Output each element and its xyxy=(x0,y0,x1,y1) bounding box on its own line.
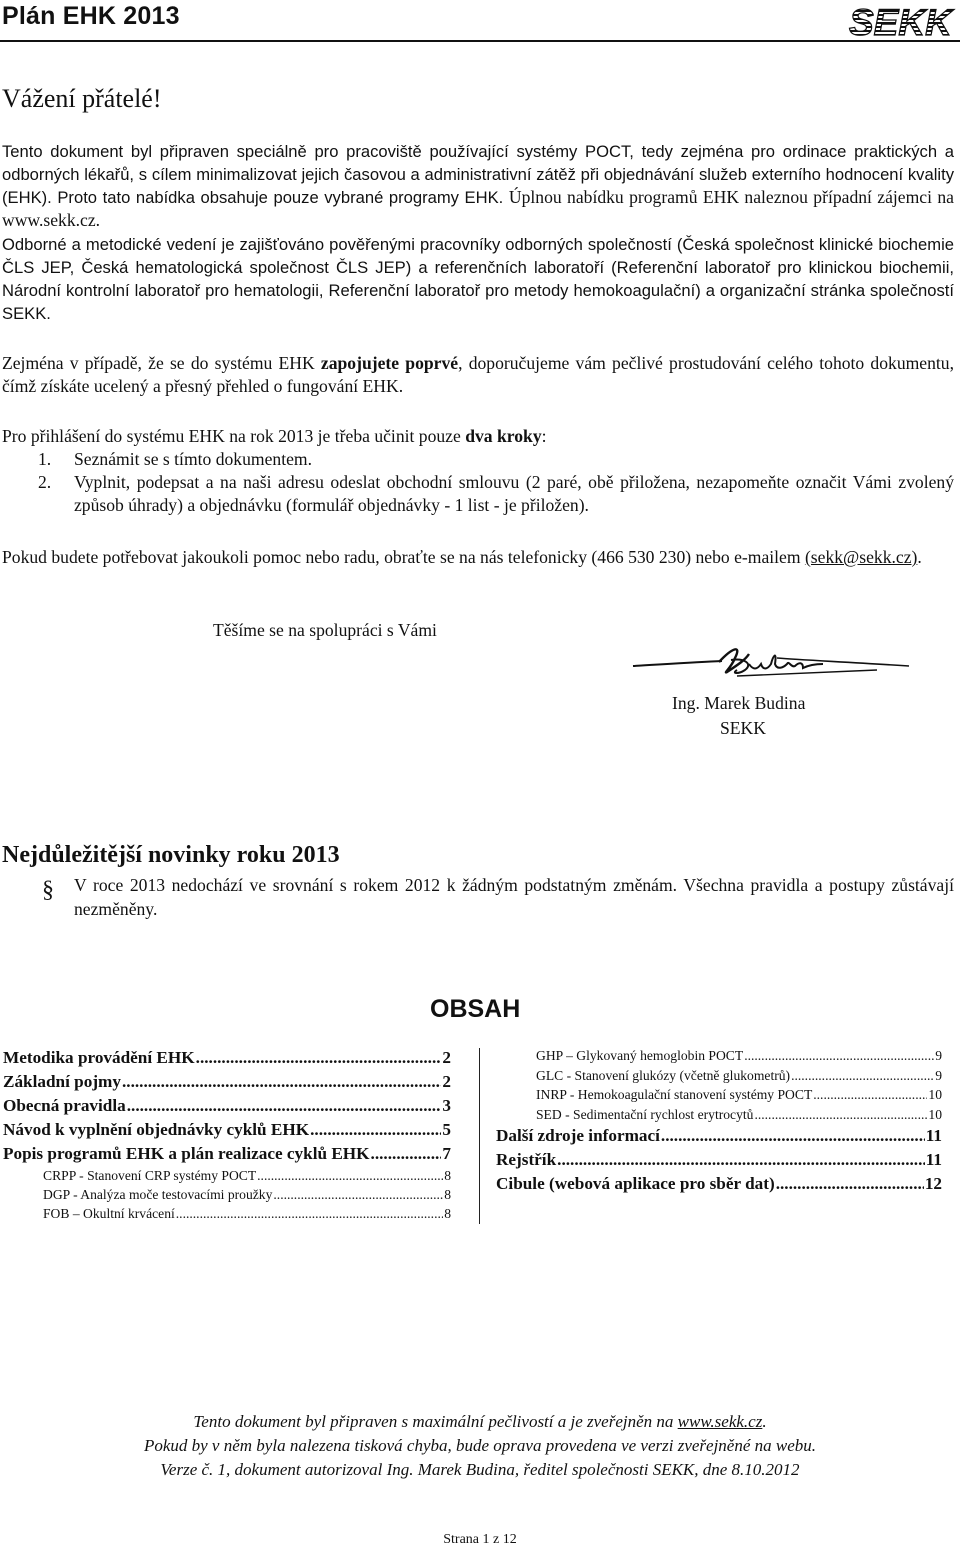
sekk-logo xyxy=(848,2,956,38)
toc-entry-label: INRP - Hemokoagulační stanovení systémy POCT xyxy=(536,1087,813,1102)
page-number: Strana 1 z 12 xyxy=(443,1532,517,1547)
toc-leader xyxy=(257,1168,443,1184)
toc-entry-page: 9 xyxy=(935,1067,942,1083)
toc-entry[interactable] xyxy=(496,1126,942,1150)
help-suffix: . xyxy=(917,547,922,567)
toc-entry-page: 11 xyxy=(925,1126,942,1145)
toc-right-column xyxy=(496,1048,942,1198)
greeting: Vážení přátelé! xyxy=(2,84,162,113)
first-time-paragraph xyxy=(2,352,954,398)
toc-entry-page: 7 xyxy=(442,1144,451,1163)
steps-intro-emphasis: dva kroky xyxy=(465,426,542,446)
toc-leader xyxy=(122,1072,441,1092)
footer-website-link[interactable]: www.sekk.cz xyxy=(677,1412,763,1431)
intro-full-offer-suffix: . xyxy=(95,210,101,230)
toc-entry-page: 12 xyxy=(924,1174,942,1193)
toc-entry-page: 5 xyxy=(442,1120,451,1139)
signatory-name: Ing. Marek Budina xyxy=(672,693,806,713)
intro-full-offer-text: Úplnou nabídku programů EHK naleznou případní zájemci na xyxy=(508,187,954,207)
toc-leader xyxy=(127,1096,442,1116)
news-item-text: V roce 2013 nedochází ve srovnání s rokem 2012 k žádným podstatným změnám. Všechna pravidla a postupy zůstávají nezměněny. xyxy=(74,875,954,919)
footer-line-1-text: Tento dokument byl připraven s maximální pečlivostí a je zveřejněn na xyxy=(193,1412,678,1431)
toc-entry-page: 10 xyxy=(928,1106,942,1122)
first-time-emphasis: zapojujete poprvé xyxy=(320,353,459,373)
news-item xyxy=(40,873,954,921)
document-title: Plán EHK 2013 xyxy=(2,2,180,30)
footer-line-3: Verze č. 1, dokument autorizoval Ing. Marek Budina, ředitel společnosti SEKK, dne 8.10.2012 xyxy=(160,1460,800,1479)
toc-entry-label: Metodika provádění EHK xyxy=(3,1048,195,1067)
step-text: Vyplnit, podepsat a na naši adresu odeslat obchodní smlouvu (2 paré, obě přiložena, nezapomeňte označit Vámi zvolený způsob úhrady) a objednávku (formulář objednávky - 1 list - je přiložen). xyxy=(74,472,954,515)
toc-entry-page: 10 xyxy=(928,1087,942,1102)
toc-subentry[interactable] xyxy=(496,1087,942,1107)
toc-entry[interactable] xyxy=(3,1048,451,1072)
toc-entry-page: 2 xyxy=(442,1048,451,1067)
toc-leader xyxy=(176,1206,443,1222)
steps-list xyxy=(2,448,954,517)
toc-entry-page: 3 xyxy=(442,1096,451,1115)
toc-leader xyxy=(273,1187,443,1203)
help-text: Pokud budete potřebovat jakoukoli pomoc nebo radu, obraťte se na nás telefonicky (466 530 230) nebo e-mailem xyxy=(2,547,805,567)
signature-image xyxy=(627,640,915,682)
first-time-suffix: , doporučujeme vám pečlivé prostudování celého tohoto dokumentu, čímž získáte ucelený a přesný přehled o fungování EHK. xyxy=(2,353,954,396)
toc-column-divider xyxy=(479,1048,480,1224)
toc-entry-page: 8 xyxy=(444,1206,451,1221)
toc-leader xyxy=(813,1087,927,1103)
toc-entry-label: GLC - Stanovení glukózy (včetně glukometrů) xyxy=(536,1067,791,1083)
toc-subentry[interactable] xyxy=(3,1187,451,1206)
header-divider xyxy=(0,40,960,42)
toc-entry-label: Další zdroje informací xyxy=(496,1126,660,1145)
step-text: Seznámit se s tímto dokumentem. xyxy=(74,449,312,469)
toc-entry[interactable] xyxy=(496,1150,942,1174)
toc-entry[interactable] xyxy=(3,1072,451,1096)
toc-subentry[interactable] xyxy=(496,1048,942,1068)
toc-subentry[interactable] xyxy=(3,1168,451,1187)
intro-text: Tento dokument byl připraven speciálně pro pracoviště používající systémy POCT, tedy zejména pro ordinace praktických a odborných lékařů, s cílem minimalizovat jejich časovou a administrativní zátěž při objednávání služeb externího hodnocení kvality (EHK). Proto tato nabídka obsahuje pouze vybrané programy EHK. xyxy=(2,142,954,207)
svg-text:§: § xyxy=(42,877,54,903)
toc-subentry[interactable] xyxy=(496,1107,942,1127)
news-heading: Nejdůležitější novinky roku 2013 xyxy=(2,842,340,868)
toc-left-column xyxy=(3,1048,451,1225)
steps-intro-text: Pro přihlášení do systému EHK na rok 2013 je třeba učinit pouze xyxy=(2,426,466,446)
toc-leader xyxy=(744,1048,934,1064)
toc-leader xyxy=(754,1107,927,1123)
toc-entry-label: Základní pojmy xyxy=(3,1072,121,1091)
toc-leader xyxy=(791,1068,934,1084)
toc-entry-label: Popis programů EHK a plán realizace cyklů EHK xyxy=(3,1144,370,1163)
toc-entry[interactable] xyxy=(3,1120,451,1144)
step-number: 1. xyxy=(38,449,52,469)
toc-subentry[interactable] xyxy=(3,1206,451,1225)
toc-entry-label: Obecná pravidla xyxy=(3,1096,126,1115)
toc-leader xyxy=(557,1150,925,1170)
toc-leader xyxy=(310,1120,441,1140)
sekk-website-link[interactable]: www.sekk.cz xyxy=(2,210,96,230)
toc-entry-label: Rejstřík xyxy=(496,1150,557,1169)
footer-line-2: Pokud by v něm byla nalezena tisková chyba, bude oprava provedena ve verzi zveřejněné na webu. xyxy=(143,1436,817,1455)
help-paragraph xyxy=(2,546,954,569)
first-time-prefix: Zejména v případě, že se do systému EHK xyxy=(2,353,321,373)
footer-line-1 xyxy=(0,1410,960,1434)
toc-leader xyxy=(776,1174,924,1194)
toc-entry-label: CRPP - Stanovení CRP systémy POCT xyxy=(43,1168,257,1183)
toc-entry[interactable] xyxy=(3,1096,451,1120)
footer-line-1-suffix: . xyxy=(762,1412,767,1431)
section-sign-bullet-icon xyxy=(40,875,64,903)
toc-entry-page: 11 xyxy=(925,1150,942,1169)
steps-section xyxy=(2,425,954,517)
toc-entry-page: 2 xyxy=(442,1072,451,1091)
toc-heading: OBSAH xyxy=(430,995,521,1023)
toc-leader xyxy=(371,1144,442,1164)
toc-leader xyxy=(661,1126,925,1146)
closing-line: Těšíme se na spolupráci s Vámi xyxy=(213,620,437,640)
toc-entry-label: DGP - Analýza moče testovacími proužky xyxy=(43,1187,273,1202)
toc-entry[interactable] xyxy=(496,1174,942,1198)
toc-entry-page: 8 xyxy=(444,1187,451,1202)
guidance-paragraph: Odborné a metodické vedení je zajišťováno pověřenými pracovníky odborných společností (Česká společnost klinické biochemie ČLS JEP, Česká hematologická společnost ČLS JEP) a referenčních laboratoří (Referenční laboratoř pro klinickou biochemii, Národní kontrolní laboratoř pro hematologii, Referenční laboratoř pro metody hemokoagulační) a organizační stránka společností SEKK. xyxy=(2,235,954,323)
contact-email-link[interactable]: (sekk@sekk.cz) xyxy=(804,547,918,567)
toc-entry-label: Cibule (webová aplikace pro sběr dat) xyxy=(496,1174,775,1193)
toc-entry-page: 8 xyxy=(444,1168,451,1183)
toc-entry-label: GHP – Glykovaný hemoglobin POCT xyxy=(536,1048,744,1063)
document-footer xyxy=(0,1410,960,1482)
step-item xyxy=(2,448,954,471)
step-item xyxy=(2,471,954,517)
logo-lettering: SEKK xyxy=(849,2,952,38)
toc-leader xyxy=(196,1048,442,1068)
toc-entry-page: 9 xyxy=(935,1048,942,1063)
toc-entry[interactable] xyxy=(3,1144,451,1168)
step-number: 2. xyxy=(38,472,52,492)
signatory-organization: SEKK xyxy=(720,718,766,738)
steps-intro-suffix: : xyxy=(541,426,547,446)
toc-entry-label: SED - Sedimentační rychlost erytrocytů xyxy=(536,1106,754,1122)
toc-entry-label: Návod k vyplnění objednávky cyklů EHK xyxy=(3,1120,310,1139)
steps-intro xyxy=(2,425,954,448)
toc-entry-label: FOB – Okultní krvácení xyxy=(43,1206,175,1221)
intro-paragraph xyxy=(2,140,954,232)
toc-subentry[interactable] xyxy=(496,1068,942,1088)
